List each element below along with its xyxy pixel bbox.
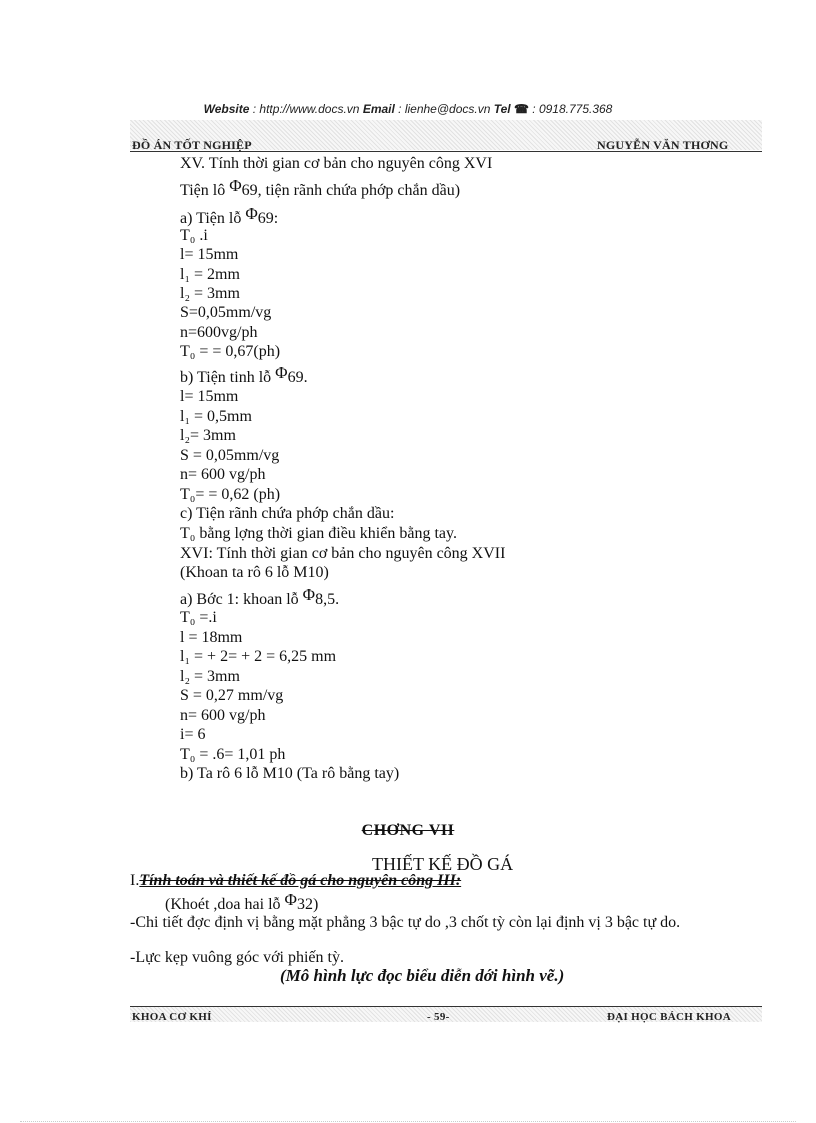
body-line: i= 6 xyxy=(180,726,206,743)
body-text: a) Bớc 1: khoan lỗ xyxy=(180,591,303,608)
paragraph: -Lực kẹp vuông góc với phiến tỳ. xyxy=(130,949,344,966)
body-line: n= 600 vg/ph xyxy=(180,466,266,483)
body-line xyxy=(180,585,340,610)
paragraph: -Chi tiết đợc định vị bằng mặt phẳng 3 bậc tự do ,3 chốt tỳ còn lại định vị 3 bậc tự do. xyxy=(130,914,681,931)
website-banner xyxy=(0,102,816,116)
email-text[interactable]: : lienhe@docs.vn xyxy=(394,102,494,116)
body-line: T₀ bằng lợng thời gian điều khiển bằng tay. xyxy=(180,525,457,542)
body-line: l₁ = 2mm xyxy=(180,266,240,283)
website-text[interactable]: : http://www.docs.vn xyxy=(249,102,363,116)
body-line xyxy=(180,176,461,201)
body-line: n= 600 vg/ph xyxy=(180,707,266,724)
phone-icon: ☎ xyxy=(513,102,529,116)
body-line: T₀= = 0,62 (ph) xyxy=(180,486,281,503)
body-line xyxy=(180,363,308,388)
phi-symbol: Φ xyxy=(229,176,242,195)
body-line: l₂ = 3mm xyxy=(180,285,240,302)
body-line: l = 18mm xyxy=(180,629,243,646)
body-text: 69: xyxy=(257,210,279,227)
body-line: T₀ = .6= 1,01 ph xyxy=(180,746,286,763)
body-text: b) Tiện tinh lỗ xyxy=(180,369,276,386)
body-line: (Khoan ta rô 6 lỗ M10) xyxy=(180,564,329,581)
footer-page-number: - 59- xyxy=(427,1011,450,1023)
body-text: Tiện lô xyxy=(180,182,230,199)
tel-label: Tel xyxy=(493,102,511,116)
body-text: 69, tiện rãnh chứa phớp chắn dầu) xyxy=(241,182,461,199)
section-subline xyxy=(165,890,319,915)
body-line: T₀ .i xyxy=(180,227,208,244)
body-line: b) Ta rô 6 lỗ M10 (Ta rô bằng tay) xyxy=(180,765,400,782)
section-number: I. xyxy=(130,872,140,889)
phi-symbol: Φ xyxy=(245,204,258,223)
body-text: (Khoét ,doa hai lỗ xyxy=(165,896,285,913)
body-line: XVI: Tính thời gian cơ bản cho nguyên công XVII xyxy=(180,545,506,562)
body-line: l₁ = + 2= + 2 = 6,25 mm xyxy=(180,648,337,665)
body-line: l= 15mm xyxy=(180,246,239,263)
body-line: S=0,05mm/vg xyxy=(180,304,272,321)
figure-caption: (Mô hình lực đọc biểu diễn dới hình vẽ.) xyxy=(280,966,565,985)
phi-symbol: Φ xyxy=(302,585,316,604)
footer-left: KHOA CƠ KHÍ xyxy=(132,1011,212,1023)
body-line: T₀ =.i xyxy=(180,609,217,626)
body-line: l= 15mm xyxy=(180,388,239,405)
header-right: NGUYỄN VĂN THƠNG xyxy=(597,138,729,152)
body-line: T₀ = = 0,67(ph) xyxy=(180,343,281,360)
body-line: S = 0,05mm/vg xyxy=(180,447,280,464)
email-label: Email xyxy=(362,102,395,116)
section-title: Tính toán và thiết kế đồ gá cho nguyên công III: xyxy=(139,872,462,889)
phi-symbol: Φ xyxy=(275,363,288,382)
chapter-subtitle: THIẾT KẾ ĐỒ GÁ xyxy=(372,854,514,874)
tel-text: : 0918.775.368 xyxy=(528,102,613,116)
chapter-title: CHƠNG VII xyxy=(361,822,455,839)
body-line: l₂ = 3mm xyxy=(180,668,240,685)
website-label: Website xyxy=(203,102,250,116)
body-line: S = 0,27 mm/vg xyxy=(180,687,284,704)
body-text: 8,5. xyxy=(315,591,340,608)
body-text: a) Tiện lỗ xyxy=(180,210,246,227)
footer-right: ĐẠI HỌC BÁCH KHOA xyxy=(607,1011,731,1023)
body-line: l₁ = 0,5mm xyxy=(180,408,252,425)
body-line: n=600vg/ph xyxy=(180,324,258,341)
body-text: 69. xyxy=(287,369,308,386)
body-line: c) Tiện rãnh chứa phớp chắn dầu: xyxy=(180,505,395,522)
body-text: 32) xyxy=(296,896,319,913)
body-line: XV. Tính thời gian cơ bản cho nguyên công XVI xyxy=(180,155,493,172)
page-edge-dotted-rule xyxy=(20,1121,796,1122)
section-heading xyxy=(130,872,461,890)
phi-symbol: Φ xyxy=(284,890,297,909)
header-left: ĐỒ ÁN TỐT NGHIỆP xyxy=(132,138,252,152)
body-line: l₂= 3mm xyxy=(180,427,236,444)
